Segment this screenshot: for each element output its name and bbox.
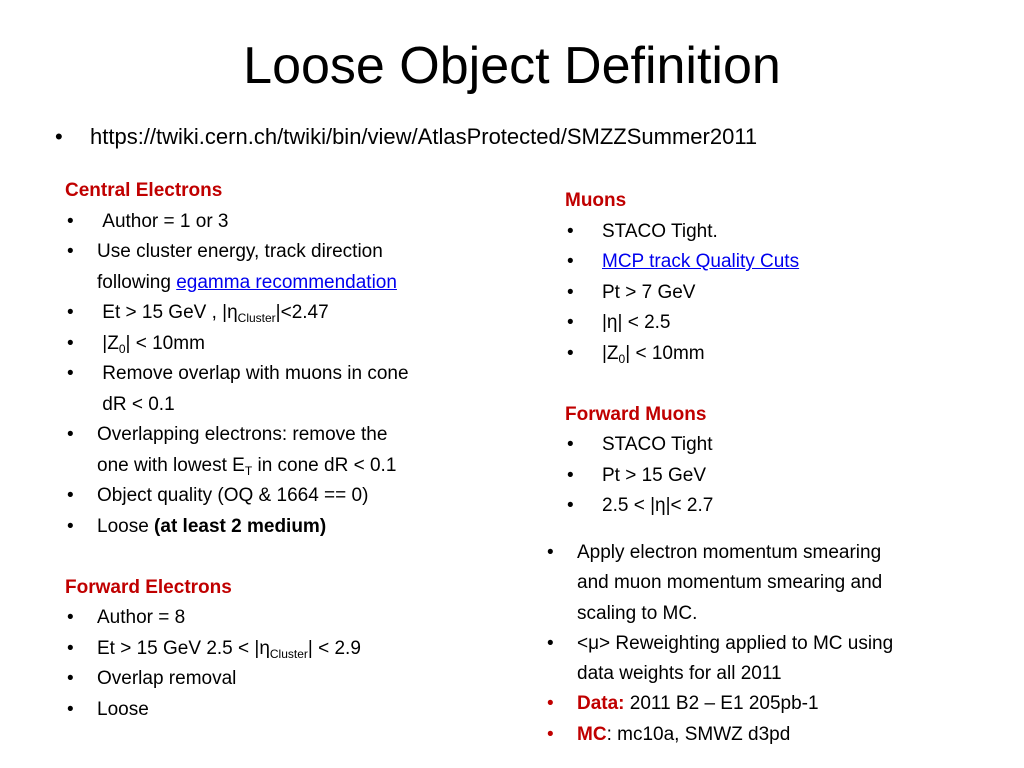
et-subscript: T: [244, 463, 253, 478]
bullet-marker: •: [567, 220, 574, 242]
bullet-marker: •: [67, 424, 74, 445]
url-bullet: [55, 122, 757, 152]
bullet-marker: •: [567, 312, 574, 333]
list-item: [565, 491, 1005, 522]
list-item: [65, 420, 505, 481]
object-quality-text: Object quality (OQ & 1664 == 0): [97, 485, 369, 506]
bullet-marker: •: [67, 607, 74, 628]
list-item: [65, 634, 505, 665]
staco-text: STACO Tight: [602, 434, 713, 455]
mc-value: : mc10a, SMWZ d3pd: [606, 723, 791, 745]
slide-title: Loose Object Definition: [243, 37, 781, 95]
bullet-marker: •: [67, 668, 74, 689]
muons-heading: Muons: [565, 190, 627, 211]
list-item: [545, 720, 1015, 750]
bullet-marker: •: [547, 723, 554, 745]
z0-text: | < 10mm: [125, 332, 205, 354]
cluster-text: following: [97, 271, 177, 293]
author-text: Author = 1 or 3: [102, 210, 229, 232]
forward-electrons-heading: Forward Electrons: [65, 576, 232, 598]
bullet-marker: •: [547, 693, 554, 715]
overlapping-text: in cone dR < 0.1: [252, 454, 397, 476]
smearing-text: and muon momentum smearing and: [577, 572, 883, 594]
list-item: [565, 217, 1005, 248]
central-electrons-heading: Central Electrons: [65, 180, 223, 201]
smearing-text: scaling to MC.: [577, 602, 698, 624]
bullet-marker: •: [67, 332, 74, 354]
loose-text: Loose: [97, 515, 155, 537]
loose-text: Loose: [97, 698, 149, 720]
z0-text: | < 10mm: [625, 342, 705, 364]
list-item: [565, 430, 1005, 461]
mcp-quality-cuts-link[interactable]: MCP track Quality Cuts: [602, 251, 800, 272]
list-item: [65, 359, 505, 420]
list-item: [565, 339, 1005, 370]
eta-text: |η| < 2.5: [602, 312, 671, 333]
list-item: [65, 298, 505, 329]
staco-text: STACO Tight.: [602, 220, 718, 242]
bullet-marker: •: [567, 464, 574, 486]
et-subscript: Cluster: [237, 311, 276, 325]
list-item: [565, 247, 1005, 278]
forward-muons-heading: Forward Muons: [565, 403, 707, 425]
et-text: |<2.47: [275, 302, 329, 323]
reweighting-text: <μ> Reweighting applied to MC using: [577, 632, 894, 654]
central-electrons-section: [65, 176, 505, 725]
bullet-marker: •: [67, 637, 74, 659]
egamma-recommendation-link[interactable]: egamma recommendation: [176, 271, 397, 293]
bullet-marker: •: [547, 542, 554, 563]
data-label: Data:: [577, 693, 625, 715]
list-item: [65, 237, 505, 298]
author-text: Author = 8: [97, 607, 186, 628]
z0-subscript: 0: [118, 341, 126, 356]
list-item: [65, 329, 505, 360]
z0-subscript: 0: [618, 351, 626, 366]
overlapping-text: Overlapping electrons: remove the: [97, 424, 388, 445]
list-item: [545, 629, 1015, 690]
pt-text: Pt > 15 GeV: [602, 464, 707, 486]
bullet-marker: •: [567, 281, 574, 303]
overlap-text: dR < 0.1: [102, 393, 175, 415]
list-item: [565, 461, 1005, 492]
pt-text: Pt > 7 GeV: [602, 281, 696, 303]
list-item: [545, 689, 1015, 719]
bullet-marker: •: [67, 363, 74, 384]
list-item: [65, 512, 505, 543]
eta-text: 2.5 < |η|< 2.7: [602, 495, 714, 516]
bullet-marker: •: [567, 251, 574, 272]
bullet-marker: •: [567, 495, 574, 516]
bullet-marker: •: [547, 632, 554, 654]
list-item: [65, 603, 505, 634]
overlap-text: Remove overlap with muons in cone: [102, 363, 409, 384]
list-item: [545, 538, 1015, 629]
list-item: [65, 207, 505, 238]
bullet-marker: •: [67, 302, 74, 323]
data-value: 2011 B2 – E1 205pb-1: [624, 693, 819, 715]
et-text: | < 2.9: [307, 637, 361, 659]
z0-text: |Z: [602, 342, 619, 364]
overlapping-text: one with lowest E: [97, 454, 245, 476]
z0-text: |Z: [102, 332, 119, 354]
muons-section: [565, 186, 1005, 522]
overlap-text: Overlap removal: [97, 668, 237, 689]
bullet-marker: •: [567, 434, 574, 455]
list-item: [65, 695, 505, 726]
bullet-marker: •: [567, 342, 574, 364]
bullet-marker: •: [55, 124, 63, 149]
loose-bold-text: (at least 2 medium): [154, 515, 327, 537]
list-item: [65, 481, 505, 512]
notes-section: [545, 538, 1015, 750]
et-subscript: Cluster: [269, 646, 308, 661]
list-item: [565, 308, 1005, 339]
mc-label: MC: [577, 723, 607, 745]
bullet-marker: •: [67, 485, 74, 506]
bullet-marker: •: [67, 210, 74, 232]
twiki-url: https://twiki.cern.ch/twiki/bin/view/AtlasProtected/SMZZSummer2011: [90, 124, 758, 149]
bullet-marker: •: [67, 515, 74, 537]
bullet-marker: •: [67, 241, 74, 262]
et-text: Et > 15 GeV 2.5 < |η: [97, 637, 270, 659]
reweighting-text: data weights for all 2011: [577, 663, 782, 685]
cluster-text: Use cluster energy, track direction: [97, 241, 383, 262]
et-text: Et > 15 GeV , |η: [102, 302, 238, 323]
smearing-text: Apply electron momentum smearing: [577, 542, 882, 563]
list-item: [65, 664, 505, 695]
bullet-marker: •: [67, 698, 74, 720]
list-item: [565, 278, 1005, 309]
